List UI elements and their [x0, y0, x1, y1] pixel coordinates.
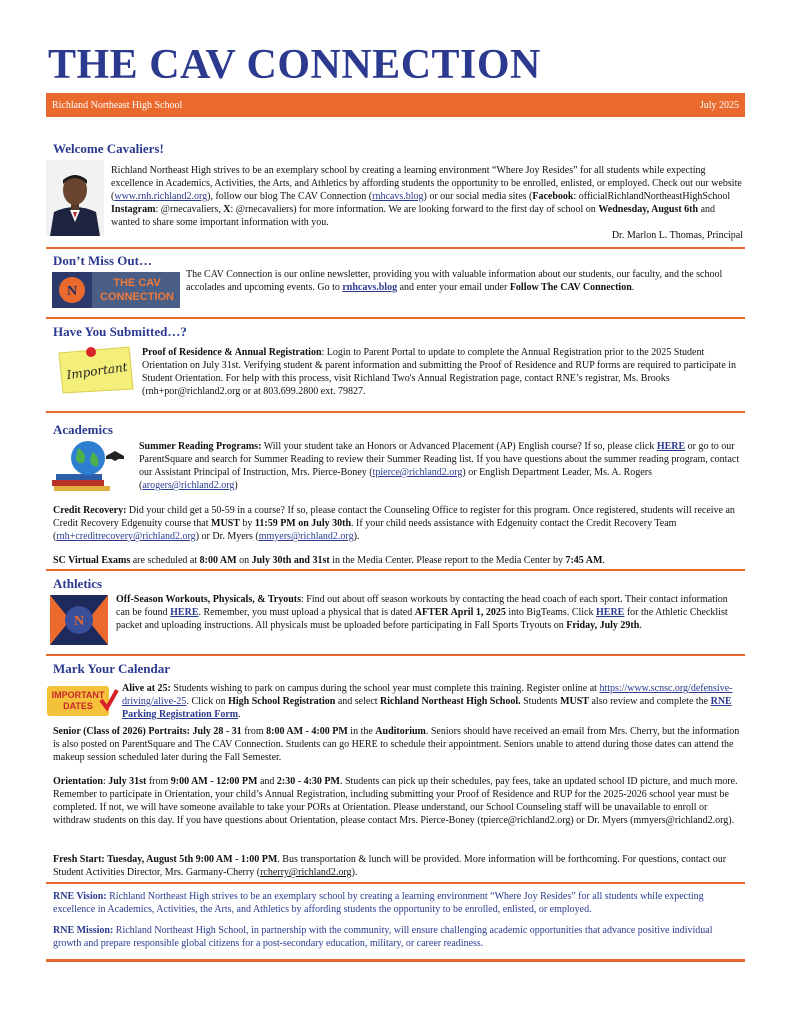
- virtual-exams-text: SC Virtual Exams are scheduled at 8:00 AM on July 30th and 31st in the Media Center. Please report to the Media Center by 7:45 AM.: [53, 555, 605, 566]
- submitted-heading: Have You Submitted…?: [53, 324, 187, 339]
- header-banner: [46, 93, 745, 117]
- cav-connection-logo: [52, 272, 180, 308]
- divider: [46, 247, 745, 249]
- mission-statement: RNE Mission: Richland Northeast High School, in partnership with the community, will ensure challenging academic opportunities that advance positive individual growth and prepare responsible global citizens for a post-secondary education, military, or career readiness.: [53, 925, 713, 949]
- important-note-image: [55, 345, 135, 395]
- divider: [46, 317, 745, 319]
- pierce-email-link[interactable]: tpierce@richland2.org: [372, 467, 463, 478]
- blog-link[interactable]: rnhcavs.blog: [372, 191, 424, 202]
- submitted-text: Proof of Residence & Annual Registration: Login to Parent Portal to update to complete the Annual Registration prior to the 2025 Student Orientation on July 31st. Verifying student & parent information and submitting the Proof of Residence and RUP forms are required to participate in Student Orientation. For help with this process, visit Richland Two's Annual Registration page, contact RNE’s registrar, Ms. Brooks (rnh+por@richland2.org or at 803.699.2800 ext. 79827.: [142, 347, 737, 397]
- parking-registration-link[interactable]: RNE Parking Registration Form: [122, 696, 732, 720]
- divider: [46, 882, 745, 884]
- summer-reading-text: Summer Reading Programs: Will your student take an Honors or Advanced Placement (AP) English course? If so, please click HERE or go to our ParentSquare and search for Summer Reading to review their Summer Reading list. If you have questions about the summer reading program, contact our Assistant Principal of Instruction, Mrs. Pierce-Boney (tpierce@richland2.org) or English Department Leader, Ms. A. Rogers (arogers@richland2.org): [139, 441, 740, 491]
- coach-contact-here-link[interactable]: HERE: [170, 607, 199, 618]
- academics-globe-image: [48, 438, 132, 494]
- summer-reading-here-link[interactable]: HERE: [656, 441, 686, 452]
- principal-signature: Dr. Marlon L. Thomas, Principal: [611, 230, 743, 241]
- senior-portraits-text: Senior (Class of 2026) Portraits: July 28 - 31 from 8:00 AM - 4:00 PM in the Auditorium. Seniors should have received an email from Mrs. Cherry, but the information is also posted on ParentSquare and The CAV Connection. Students can go HERE to schedule their appointment. Seniors unable to attend during those dates can attend the makeup session scheduled later during the Fall Semester.: [53, 726, 740, 763]
- cav-logo-text: THE CAV CONNECTION: [100, 277, 174, 303]
- alive-25-link[interactable]: https://www.scnsc.org/defensive-driving/alive-25: [122, 683, 733, 707]
- important-dates-line2: DATES: [63, 701, 93, 711]
- welcome-heading: Welcome Cavaliers!: [53, 141, 164, 156]
- divider: [46, 569, 745, 571]
- alive-at-25-text: Alive at 25: Students wishing to park on campus during the school year must complete this training. Register online at https://www.scnsc.org/defensive-driving/alive-25. Click on High School Registration and select Richland Northeast High School. Students MUST also review and complete the RNE Parking Registration Form.: [122, 683, 733, 720]
- newsletter-title: THE CAV CONNECTION: [48, 42, 541, 88]
- important-dates-line1: IMPORTANT: [51, 690, 105, 700]
- school-name: Richland Northeast High School: [52, 99, 183, 111]
- dontmiss-heading: Don’t Miss Out…: [53, 253, 152, 268]
- athletics-heading: Athletics: [53, 576, 103, 591]
- orientation-text: Orientation: July 31st from 9:00 AM - 12:00 PM and 2:30 - 4:30 PM. Students can pick up their schedules, pay fees, take an updated school ID picture, and much more. Remember to participate in Orientation, your child’s Annual Registration, including submitting your Proof of Residence and RUP for the 2025-2026 school year must be completed. If not, we will have someone available to take your PORs at Orientation. Please understand, our School Counseling staff will be unavailable to enroll or withdraw students on this day. If you have questions about Orientation, please contact Mrs. Pierce-Boney (tpierce@richland2.org) or Dr. Myers (mmyers@richland2.org).: [53, 776, 738, 826]
- rogers-email-link[interactable]: arogers@richland2.org: [142, 480, 235, 491]
- divider: [46, 411, 745, 413]
- academics-heading: Academics: [53, 422, 113, 437]
- credit-recovery-text: Credit Recovery: Did your child get a 50-59 in a course? If so, please contact the Counseling Office to register for this program. Once registered, students will receive an Credit Recovery Edgenuity course that MUST by 11:59 PM on July 30th. If your child needs assistance with Edgenuity contact the Credit Recovery Team (rnh+creditrecovery@richland2.org) or Dr. Myers (mmyers@richland2.org).: [53, 505, 735, 542]
- dontmiss-text: The CAV Connection is our online newsletter, providing you with valuable information about our students, our faculty, and the school accolades and upcoming events. Go to rnhcavs.blog and enter your email under Follow The CAV Connection.: [186, 269, 723, 293]
- welcome-text: Richland Northeast High strives to be an exemplary school by creating a learning environment “Where Joy Resides” for all students while expecting excellence in Academics, Activities, the Arts, and Athletics by affording students the opportunity to be enrolled, enlisted, or employed. Check out our website (www.rnh.richland2.org), follow our blog The CAV Connection (rnhcavs.blog) or our social media sites (Facebook: officialRichlandNortheastHighSchool Instagram: @rnecavaliers, X: @rnecavaliers) for more information. We are looking forward to the first day of school on Wednesday, August 6th and wanted to share some important information with you.: [111, 165, 742, 228]
- svg-text:N: N: [73, 614, 85, 629]
- athletics-text: Off-Season Workouts, Physicals, & Tryouts: Find out about off season workouts by contacting the head coach of each sport. Their contact information can be found HERE. Remember, you must upload a physical that is dated AFTER April 1, 2025 into BigTeams. Click HERE for the Athletic Checklist packet and uploading instructions. All physicals must be uploaded before participating in Fall Sports Tryouts on Friday, July 29th.: [116, 594, 728, 631]
- calendar-heading: Mark Your Calendar: [53, 661, 170, 676]
- important-note-text: Important: [65, 359, 129, 383]
- footer-rule: [46, 959, 745, 962]
- issue-date: July 2025: [699, 99, 739, 111]
- myers-email-link[interactable]: mmyers@richland2.org: [258, 531, 354, 542]
- principal-photo: [46, 160, 104, 236]
- cherry-email-link[interactable]: rcherry@richland2.org: [260, 867, 352, 878]
- website-link[interactable]: www.rnh.richland2.org: [114, 191, 208, 202]
- athletics-mascot-image: [50, 595, 108, 645]
- blog-link-2[interactable]: rnhcavs.blog: [342, 282, 398, 293]
- vision-statement: RNE Vision: Richland Northeast High strives to be an exemplary school by creating a learning environment “Where Joy Resides” for all students while expecting excellence in Academics, Activities, the Arts, and Athletics by affording students the opportunity to be enrolled, enlisted, or employed.: [53, 891, 704, 915]
- athletic-checklist-here-link[interactable]: HERE: [596, 607, 625, 618]
- credit-email-link[interactable]: rnh+creditrecovery@richland2.org: [56, 531, 196, 542]
- fresh-start-text: Fresh Start: Tuesday, August 5th 9:00 AM - 1:00 PM. Bus transportation & lunch will be provided. More information will be forthcoming. For questions, contact our Student Activities Director, Mrs. Garmany-Cherry (rcherry@richland2.org).: [53, 854, 727, 878]
- important-dates-image: [47, 684, 119, 718]
- divider: [46, 654, 745, 656]
- svg-text:N: N: [66, 284, 78, 299]
